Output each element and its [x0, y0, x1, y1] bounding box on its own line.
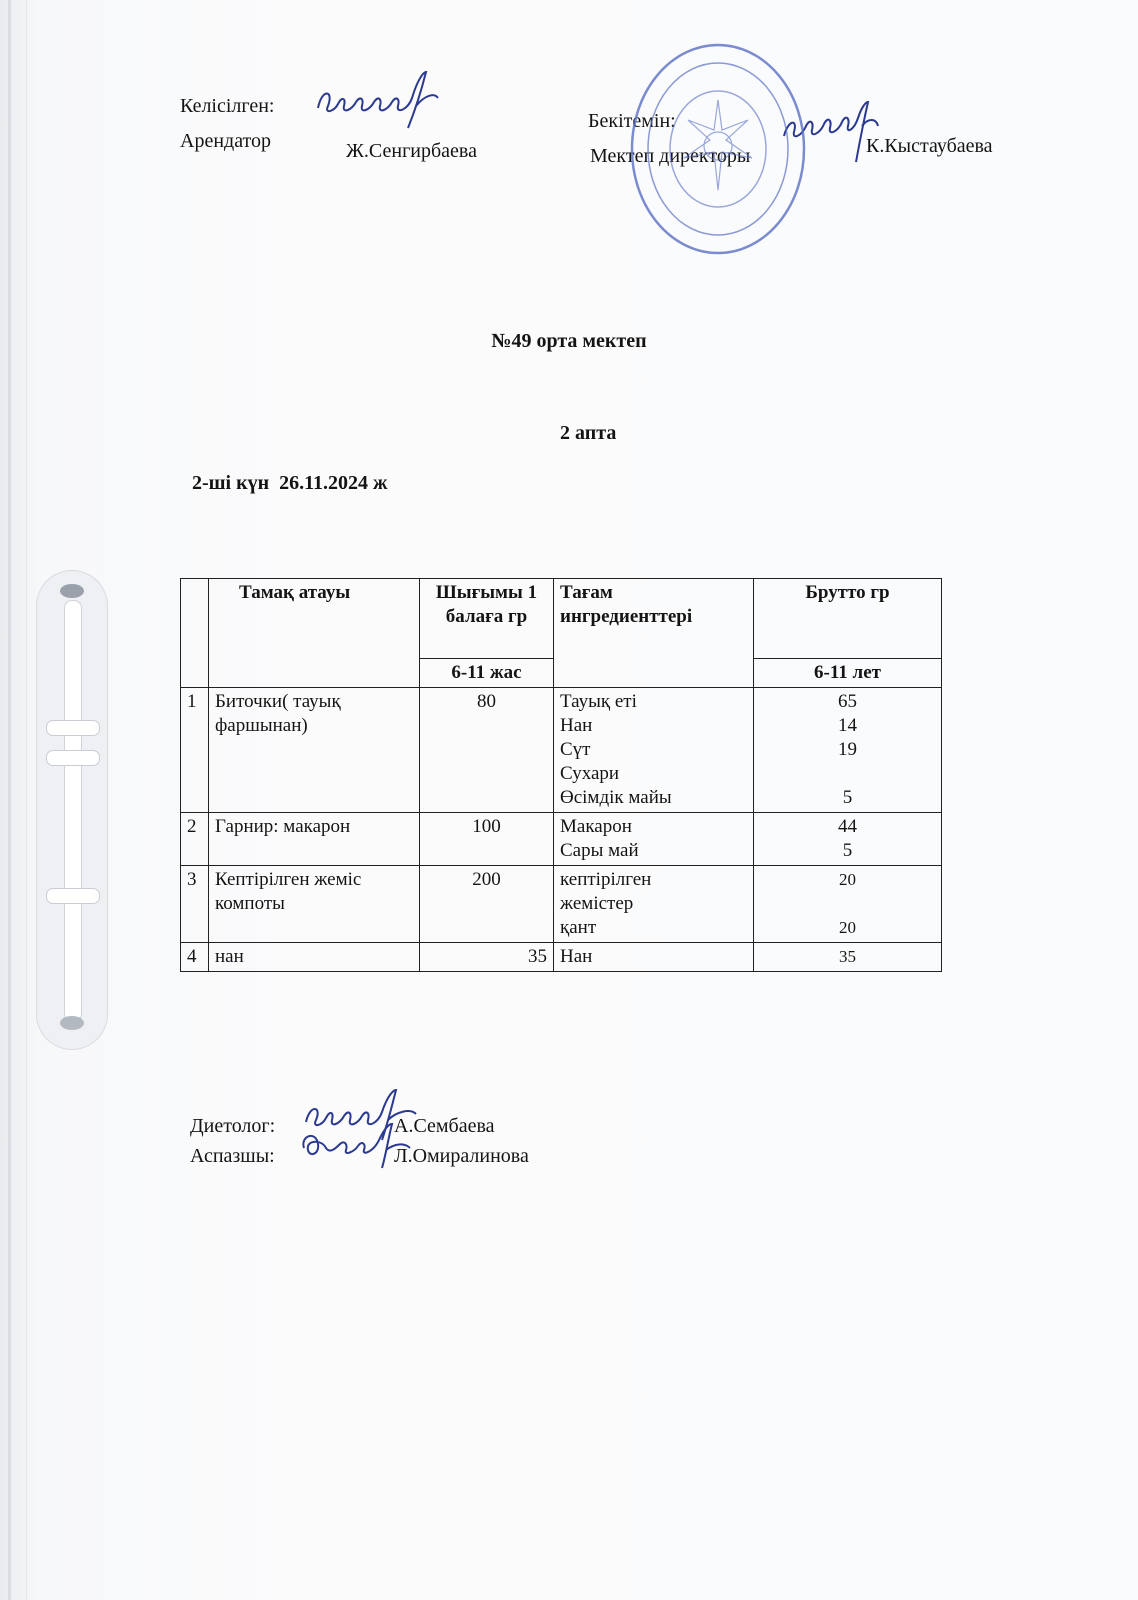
header-ingredients: Тағам ингредиенттері	[554, 579, 754, 688]
ingredient: Тауық еті	[560, 691, 637, 712]
subheader-yield-age: 6-11 жас	[420, 659, 554, 688]
gross-value: 65	[838, 691, 857, 712]
gross-value: 14	[838, 715, 857, 736]
signature-cook	[296, 1118, 416, 1170]
binder-band	[46, 888, 100, 904]
row-name: Кептірілген жеміс компоты	[209, 866, 420, 943]
school-stamp	[628, 40, 808, 258]
approval-right-label: Бекітемін:	[588, 110, 676, 132]
dietitian-label: Диетолог:	[190, 1115, 276, 1137]
ingredient: Өсімдік майы	[560, 787, 672, 808]
row-gross	[754, 688, 942, 813]
ingredient: Нан	[560, 946, 593, 967]
page-edge	[8, 0, 11, 1600]
dietitian-name: А.Сембаева	[394, 1115, 495, 1137]
ingredient: қант	[560, 917, 597, 938]
row-num: 3	[181, 866, 209, 943]
table-row	[181, 688, 942, 813]
binder-hole	[60, 1016, 84, 1030]
binder-strip	[64, 600, 82, 1022]
week-label: 2 апта	[560, 422, 617, 444]
gross-value: 5	[842, 787, 853, 808]
ingredient: Сары май	[560, 840, 639, 861]
table-row	[181, 943, 942, 972]
gross-value: 20	[839, 918, 856, 937]
row-yield: 35	[420, 943, 554, 972]
ingredient: кептірілген	[560, 869, 652, 890]
approval-left-label: Келісілген:	[180, 95, 275, 117]
row-yield: 80	[420, 688, 554, 813]
signature-arendator	[312, 68, 442, 130]
row-ingredients	[554, 943, 754, 972]
row-yield: 200	[420, 866, 554, 943]
row-ingredients	[554, 813, 754, 866]
header-gross: Брутто гр	[754, 579, 942, 659]
cook-name: Л.Омиралинова	[394, 1145, 529, 1167]
school-title: №49 орта мектеп	[491, 330, 647, 352]
row-gross	[754, 866, 942, 943]
gross-value	[760, 762, 935, 786]
ingredient: Сүт	[560, 739, 591, 760]
gross-value: 19	[838, 739, 857, 760]
row-num: 4	[181, 943, 209, 972]
row-num: 1	[181, 688, 209, 813]
binder-clip	[36, 570, 108, 1050]
gross-value: 35	[839, 947, 856, 966]
ingredient: Макарон	[560, 816, 632, 837]
row-name: Гарнир: макарон	[209, 813, 420, 866]
gross-value	[760, 892, 935, 916]
row-ingredients	[554, 688, 754, 813]
row-yield: 100	[420, 813, 554, 866]
table-row	[181, 866, 942, 943]
approval-left-name: Ж.Сенгирбаева	[346, 140, 477, 162]
approval-left-role: Арендатор	[180, 130, 272, 152]
row-ingredients	[554, 866, 754, 943]
row-name: нан	[209, 943, 420, 972]
table-header-row	[181, 579, 942, 659]
table-row	[181, 813, 942, 866]
header-yield: Шығымы 1 балаға гр	[420, 579, 554, 659]
approval-right-role: Мектеп директоры	[590, 145, 751, 167]
page-edge-inner	[26, 0, 27, 1600]
approval-right-name: К.Кыстаубаева	[866, 135, 993, 157]
menu-table	[180, 578, 942, 972]
gross-value: 5	[842, 840, 853, 861]
ingredient: жемістер	[560, 893, 634, 914]
ingredient: Сухари	[560, 763, 620, 784]
binder-hole	[60, 584, 84, 598]
binder-band	[46, 720, 100, 736]
row-num: 2	[181, 813, 209, 866]
row-gross	[754, 813, 942, 866]
cook-label: Аспазшы:	[190, 1145, 275, 1167]
subheader-gross-age: 6-11 лет	[754, 659, 942, 688]
ingredient: Нан	[560, 715, 593, 736]
binder-band	[46, 750, 100, 766]
gross-value: 20	[839, 870, 856, 889]
gross-value: 44	[838, 816, 857, 837]
row-name: Биточки( тауық фаршынан)	[209, 688, 420, 813]
header-num	[181, 579, 209, 688]
day-label: 2-ші күн 26.11.2024 ж	[192, 472, 388, 494]
row-gross	[754, 943, 942, 972]
header-name: Тамақ атауы	[209, 579, 420, 688]
